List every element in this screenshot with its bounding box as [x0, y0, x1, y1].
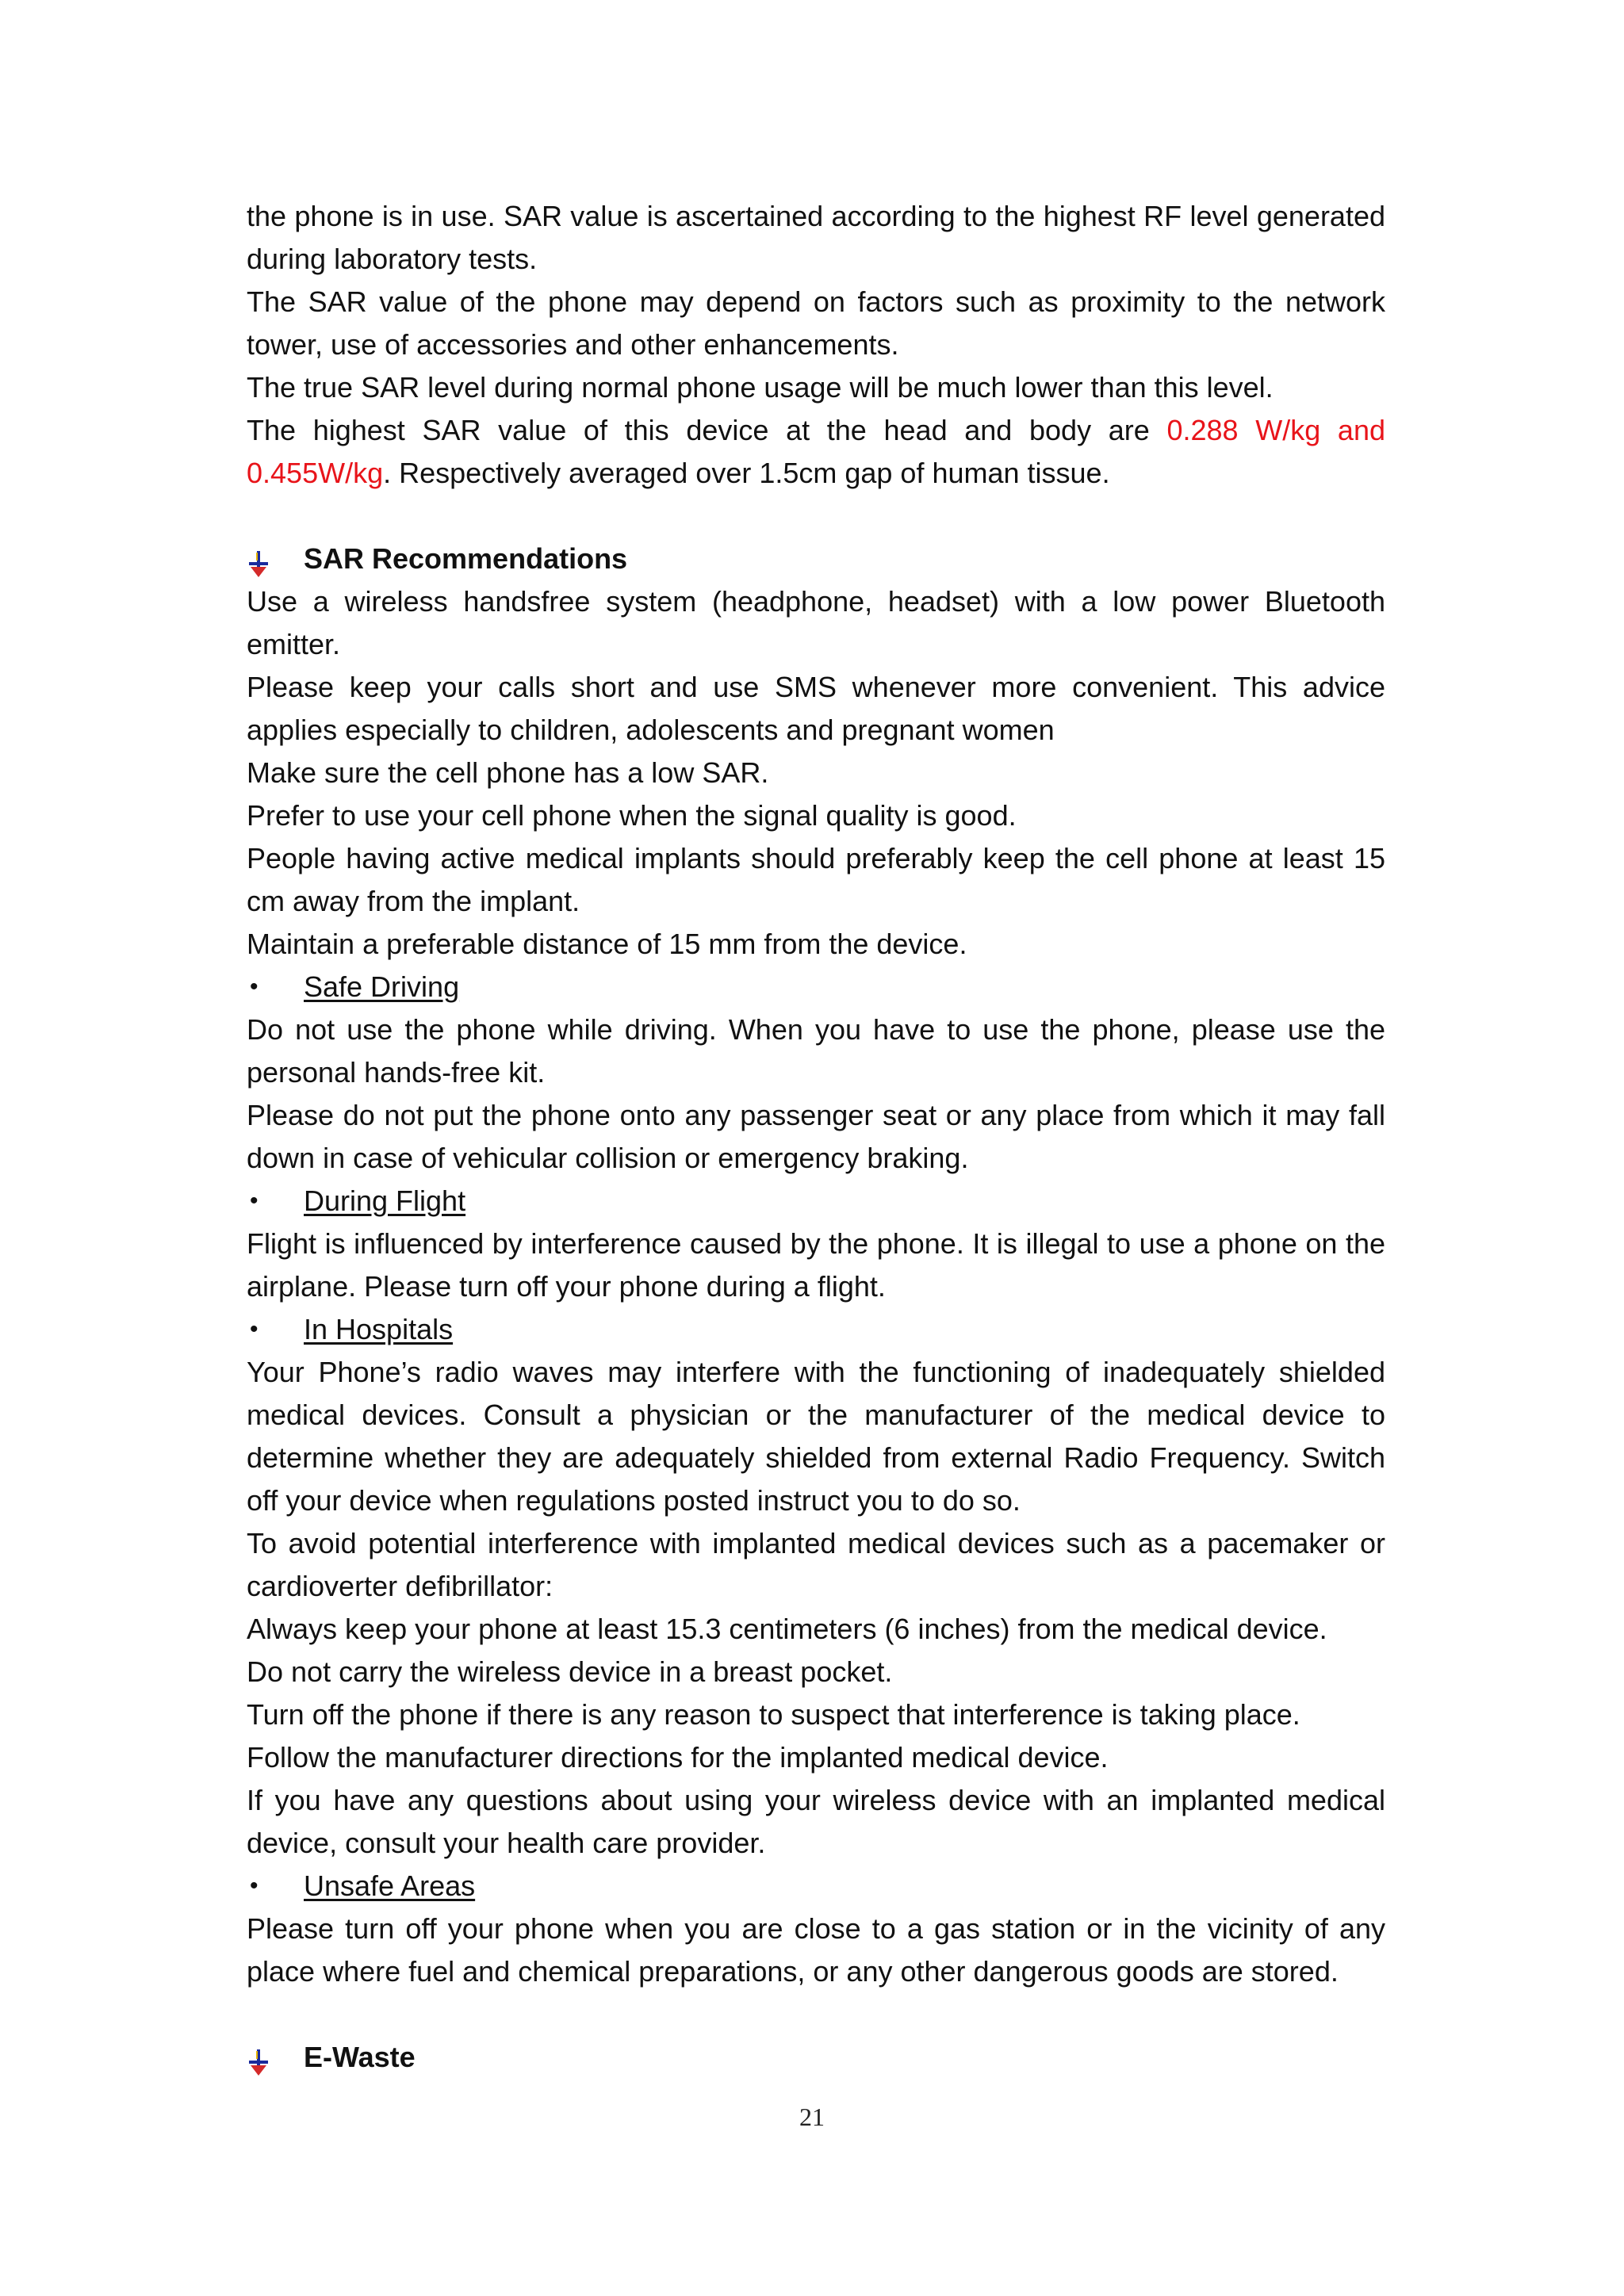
- e-waste-heading: [247, 2036, 1385, 2079]
- in-hospitals-paragraph-5: Turn off the phone if there is any reason to suspect that interference is taking place.: [247, 1698, 1300, 1731]
- section-gap: [247, 1993, 1385, 2036]
- during-flight-subheading: [247, 1180, 1385, 1223]
- bullet-dot: •: [250, 1873, 259, 1899]
- sar-highest-values: 0.288 W/kg and 0.455W/kg: [247, 414, 1385, 489]
- bullet-dot: •: [250, 1316, 259, 1342]
- bullet-dot: •: [250, 1188, 259, 1214]
- during-flight-title: During Flight: [304, 1184, 466, 1217]
- in-hospitals-paragraph-6: Follow the manufacturer directions for the implanted medical device.: [247, 1741, 1109, 1774]
- in-hospitals-paragraph-3: Always keep your phone at least 15.3 centimeters (6 inches) from the medical device.: [247, 1613, 1327, 1645]
- page-number: 21: [799, 2103, 825, 2131]
- in-hospitals-paragraph-4: Do not carry the wireless device in a breast pocket.: [247, 1655, 893, 1688]
- in-hospitals-paragraph-1: Your Phone’s radio waves may interfere with the functioning of inadequately shielded medical devices. Consult a physician or the manufacturer of the medical device to determine whether they are adequately shielded from external Radio Frequency. Switch off your device when regulations posted instruct you to do so.: [247, 1356, 1385, 1517]
- sar-rec-paragraph-5: People having active medical implants should preferably keep the cell phone at least 15 cm away from the implant.: [247, 842, 1385, 917]
- sar-intro-paragraph-3: The true SAR level during normal phone usage will be much lower than this level.: [247, 371, 1274, 404]
- page-content: [247, 195, 1385, 2079]
- section-gap: [247, 495, 1385, 538]
- in-hospitals-title: In Hospitals: [304, 1313, 454, 1345]
- sar-rec-paragraph-4: Prefer to use your cell phone when the signal quality is good.: [247, 799, 1017, 832]
- unsafe-areas-paragraph-1: Please turn off your phone when you are close to a gas station or in the vicinity of any place where fuel and chemical preparations, or any other dangerous goods are stored.: [247, 1912, 1385, 1988]
- unsafe-areas-title: Unsafe Areas: [304, 1869, 476, 1902]
- e-waste-title: E-Waste: [304, 2041, 416, 2073]
- in-hospitals-subheading: [247, 1308, 1385, 1351]
- bullet-dot: •: [250, 974, 259, 1000]
- arrow-down-bullet-icon: [247, 547, 270, 574]
- sar-rec-paragraph-6: Maintain a preferable distance of 15 mm from the device.: [247, 928, 967, 960]
- sar-highest-value-paragraph: [247, 409, 1385, 495]
- safe-driving-title: Safe Driving: [304, 970, 460, 1003]
- safe-driving-paragraph-1: Do not use the phone while driving. When you have to use the phone, please use the personal hands-free kit.: [247, 1013, 1385, 1089]
- sar-rec-paragraph-1: Use a wireless handsfree system (headphone, headset) with a low power Bluetooth emitter.: [247, 585, 1385, 660]
- sar-recommendations-title: SAR Recommendations: [304, 542, 628, 575]
- sar-rec-paragraph-3: Make sure the cell phone has a low SAR.: [247, 756, 769, 789]
- during-flight-paragraph-1: Flight is influenced by interference caused by the phone. It is illegal to use a phone on the airplane. Please turn off your phone during a flight.: [247, 1227, 1385, 1303]
- sar-intro-paragraph-2: The SAR value of the phone may depend on factors such as proximity to the network tower, use of accessories and other enhancements.: [247, 285, 1385, 361]
- sar-highest-suffix: . Respectively averaged over 1.5cm gap of human tissue.: [383, 457, 1110, 489]
- sar-rec-paragraph-2: Please keep your calls short and use SMS whenever more convenient. This advice applies especially to children, adolescents and pregnant women: [247, 671, 1385, 746]
- sar-intro-paragraph-1: the phone is in use. SAR value is ascertained according to the highest RF level generated during laboratory tests.: [247, 200, 1385, 275]
- unsafe-areas-subheading: [247, 1865, 1385, 1908]
- sar-recommendations-heading: [247, 538, 1385, 580]
- in-hospitals-paragraph-7: If you have any questions about using your wireless device with an implanted medical device, consult your health care provider.: [247, 1784, 1385, 1859]
- safe-driving-subheading: [247, 966, 1385, 1008]
- arrow-down-bullet-icon: [247, 2045, 270, 2072]
- in-hospitals-paragraph-2: To avoid potential interference with implanted medical devices such as a pacemaker or cardioverter defibrillator:: [247, 1527, 1385, 1602]
- safe-driving-paragraph-2: Please do not put the phone onto any passenger seat or any place from which it may fall down in case of vehicular collision or emergency braking.: [247, 1099, 1385, 1174]
- sar-highest-prefix: The highest SAR value of this device at the head and body are: [247, 414, 1167, 446]
